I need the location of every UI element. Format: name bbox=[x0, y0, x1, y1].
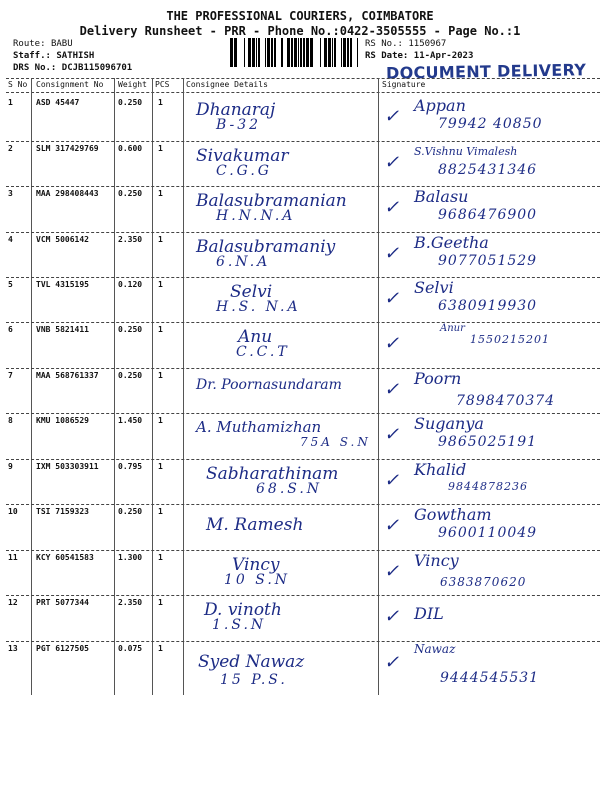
barcode-bar bbox=[298, 38, 299, 67]
barcode-bar bbox=[294, 38, 297, 67]
col-sno: S No bbox=[8, 80, 28, 89]
staff-line bbox=[13, 51, 94, 61]
row-consignment: VCM 5006142 bbox=[36, 235, 89, 244]
received-mark: ✓ bbox=[384, 152, 400, 173]
signature: Selvi bbox=[414, 278, 454, 297]
barcode-bar bbox=[265, 38, 266, 67]
row-consignment: MAA 568761337 bbox=[36, 371, 99, 380]
barcode-bar bbox=[341, 38, 342, 67]
row-consignment: KMU 1086529 bbox=[36, 416, 89, 425]
barcode bbox=[230, 38, 358, 67]
received-mark: ✓ bbox=[384, 561, 400, 582]
receiver-phone: 9865025191 bbox=[438, 434, 538, 450]
table-row bbox=[0, 187, 600, 233]
row-pcs: 1 bbox=[158, 507, 163, 516]
row-sno: 9 bbox=[8, 462, 13, 471]
row-sno: 4 bbox=[8, 235, 13, 244]
consignee-name: Balasubramanian bbox=[196, 191, 347, 211]
row-sno: 2 bbox=[8, 144, 13, 153]
barcode-bar bbox=[347, 38, 349, 67]
received-mark: ✓ bbox=[384, 243, 400, 264]
receiver-phone: 9686476900 bbox=[438, 207, 538, 223]
row-pcs: 1 bbox=[158, 598, 163, 607]
table-row bbox=[0, 596, 600, 642]
row-weight: 0.795 bbox=[118, 462, 143, 471]
rs-date-value: 11-Apr-2023 bbox=[413, 51, 474, 61]
barcode-bar bbox=[230, 38, 233, 67]
drs-line bbox=[13, 63, 132, 73]
barcode-bar bbox=[343, 38, 346, 67]
table-row bbox=[0, 505, 600, 551]
row-pcs: 1 bbox=[158, 189, 163, 198]
signature: Gowtham bbox=[414, 505, 492, 524]
consignee-name: Dr. Poornasundaram bbox=[196, 377, 342, 393]
consignee-name: M. Ramesh bbox=[206, 515, 304, 535]
received-mark: ✓ bbox=[384, 333, 400, 354]
signature: Suganya bbox=[414, 414, 484, 433]
barcode-bar bbox=[300, 38, 302, 67]
receiver-phone: 9600110049 bbox=[438, 525, 538, 541]
consignee-name: Selvi bbox=[230, 282, 273, 302]
signature: Khalid bbox=[414, 460, 467, 479]
route-label: Route: bbox=[13, 39, 46, 49]
row-weight: 2.350 bbox=[118, 235, 143, 244]
row-sno: 8 bbox=[8, 416, 13, 425]
row-sno: 12 bbox=[8, 598, 18, 607]
consignee-address: B-32 bbox=[216, 117, 262, 133]
barcode-bar bbox=[248, 38, 251, 67]
row-consignment: PRT 5077344 bbox=[36, 598, 89, 607]
barcode-bar bbox=[334, 38, 336, 67]
row-sno: 5 bbox=[8, 280, 13, 289]
receiver-phone: 1550215201 bbox=[470, 333, 550, 346]
table-row bbox=[0, 551, 600, 596]
table-row bbox=[0, 460, 600, 505]
row-consignment: SLM 317429769 bbox=[36, 144, 99, 153]
consignee-address: 68.S.N bbox=[256, 481, 323, 497]
table-row bbox=[0, 642, 600, 694]
row-sno: 11 bbox=[8, 553, 18, 562]
row-pcs: 1 bbox=[158, 235, 163, 244]
row-consignment: ASD 45447 bbox=[36, 98, 80, 107]
row-pcs: 1 bbox=[158, 553, 163, 562]
row-consignment: KCY 60541583 bbox=[36, 553, 94, 562]
drs-label: DRS No.: bbox=[13, 63, 57, 73]
barcode-bar bbox=[324, 38, 327, 67]
row-weight: 1.300 bbox=[118, 553, 143, 562]
signature: Poorn bbox=[414, 369, 462, 388]
row-sno: 6 bbox=[8, 325, 13, 334]
row-pcs: 1 bbox=[158, 280, 163, 289]
staff-label: Staff.: bbox=[13, 51, 51, 61]
receiver-phone: 9077051529 bbox=[438, 253, 538, 269]
row-pcs: 1 bbox=[158, 325, 163, 334]
company-title: THE PROFESSIONAL COURIERS, COIMBATORE bbox=[166, 9, 434, 23]
drs-value: DCJB115096701 bbox=[61, 63, 133, 73]
row-pcs: 1 bbox=[158, 644, 163, 653]
col-pcs: PCS bbox=[155, 80, 170, 89]
col-consignment: Consignment No bbox=[36, 80, 104, 89]
document-delivery-stamp: DOCUMENT DELIVERY bbox=[385, 60, 587, 83]
row-weight: 0.250 bbox=[118, 507, 143, 516]
barcode-bar bbox=[350, 38, 352, 67]
rs-date-line bbox=[365, 51, 473, 61]
barcode-bar bbox=[244, 38, 245, 67]
barcode-bar bbox=[267, 38, 270, 67]
row-sno: 3 bbox=[8, 189, 13, 198]
barcode-bar bbox=[234, 38, 237, 67]
row-pcs: 1 bbox=[158, 144, 163, 153]
received-mark: ✓ bbox=[384, 606, 400, 627]
consignee-name: Sabharathinam bbox=[206, 464, 339, 484]
row-sno: 13 bbox=[8, 644, 18, 653]
row-consignment: MAA 298408443 bbox=[36, 189, 99, 198]
consignee-name: Dhanaraj bbox=[196, 100, 276, 120]
consignee-address: H.N.N.A bbox=[216, 208, 296, 224]
barcode-bar bbox=[291, 38, 293, 67]
barcode-bar bbox=[271, 38, 273, 67]
consignee-name: D. vinoth bbox=[204, 600, 282, 620]
row-weight: 0.120 bbox=[118, 280, 143, 289]
row-weight: 1.450 bbox=[118, 416, 143, 425]
row-weight: 0.600 bbox=[118, 144, 143, 153]
signature: Balasu bbox=[414, 187, 469, 206]
rs-no-value: 1150967 bbox=[408, 39, 447, 49]
table-row bbox=[0, 96, 600, 142]
received-mark: ✓ bbox=[384, 652, 400, 673]
row-pcs: 1 bbox=[158, 416, 163, 425]
receiver-phone: 6383870620 bbox=[440, 575, 527, 589]
row-consignment: VNB 5821411 bbox=[36, 325, 89, 334]
consignee-address: 1.S.N bbox=[212, 617, 267, 633]
barcode-bar bbox=[281, 38, 283, 67]
receiver-phone: 6380919930 bbox=[438, 298, 538, 314]
barcode-bar bbox=[357, 38, 358, 67]
barcode-bar bbox=[252, 38, 255, 67]
consignee-address: C.C.T bbox=[236, 344, 290, 360]
runsheet-subtitle: Delivery Runsheet - PRR - Phone No.:0422-3505555 - Page No.:1 bbox=[79, 24, 521, 38]
staff-value: SATHISH bbox=[56, 51, 95, 61]
received-mark: ✓ bbox=[384, 424, 400, 445]
route-value: BABU bbox=[50, 39, 73, 49]
row-pcs: 1 bbox=[158, 371, 163, 380]
route-line bbox=[13, 39, 73, 49]
barcode-bar bbox=[320, 38, 321, 67]
receiver-phone: 9844878236 bbox=[448, 480, 528, 493]
row-pcs: 1 bbox=[158, 98, 163, 107]
consignee-name: Anu bbox=[238, 327, 273, 347]
consignee-address: 15 P.S. bbox=[220, 672, 288, 688]
receiver-phone: 79942 40850 bbox=[438, 116, 543, 132]
row-consignment: PGT 6127505 bbox=[36, 644, 89, 653]
row-weight: 0.250 bbox=[118, 189, 143, 198]
table-row bbox=[0, 278, 600, 323]
row-sno: 10 bbox=[8, 507, 18, 516]
row-consignment: TSI 7159323 bbox=[36, 507, 89, 516]
row-weight: 2.350 bbox=[118, 598, 143, 607]
row-weight: 0.250 bbox=[118, 371, 143, 380]
rs-date-label: RS Date: bbox=[365, 51, 409, 61]
consignee-address: 10 S.N bbox=[224, 572, 291, 588]
row-weight: 0.250 bbox=[118, 98, 143, 107]
table-row bbox=[0, 414, 600, 460]
table-row bbox=[0, 233, 600, 278]
received-mark: ✓ bbox=[384, 379, 400, 400]
barcode-bar bbox=[303, 38, 305, 67]
received-mark: ✓ bbox=[384, 515, 400, 536]
row-sno: 1 bbox=[8, 98, 13, 107]
rs-no-label: RS No.: bbox=[365, 39, 403, 49]
consignee-name: A. Muthamizhan bbox=[196, 418, 322, 436]
table-row bbox=[0, 142, 600, 187]
barcode-bar bbox=[258, 38, 260, 67]
received-mark: ✓ bbox=[384, 470, 400, 491]
barcode-bar bbox=[306, 38, 309, 67]
received-mark: ✓ bbox=[384, 106, 400, 127]
consignee-address: 6.N.A bbox=[216, 254, 271, 270]
signature: DIL bbox=[414, 604, 444, 623]
row-consignment: IXM 503303911 bbox=[36, 462, 99, 471]
consignee-name: Syed Nawaz bbox=[198, 652, 305, 672]
header-top-rule bbox=[6, 78, 600, 79]
signature: B.Geetha bbox=[414, 233, 489, 252]
receiver-phone: 8825431346 bbox=[438, 162, 538, 178]
table-row bbox=[0, 323, 600, 369]
col-consignee: Consignee Details bbox=[186, 80, 268, 89]
consignee-name: Sivakumar bbox=[196, 146, 289, 166]
barcode-bar bbox=[332, 38, 333, 67]
consignee-name: Vincy bbox=[232, 555, 280, 575]
row-weight: 0.250 bbox=[118, 325, 143, 334]
signature: Vincy bbox=[414, 551, 459, 570]
barcode-bar bbox=[256, 38, 257, 67]
receiver-phone: 7898470374 bbox=[456, 393, 556, 409]
signature: Anur bbox=[440, 323, 465, 334]
signature: Nawaz bbox=[414, 642, 456, 656]
signature: S.Vishnu Vimalesh bbox=[414, 145, 518, 158]
barcode-bar bbox=[274, 38, 276, 67]
barcode-bar bbox=[328, 38, 331, 67]
signature: Appan bbox=[414, 96, 466, 115]
rs-no-line bbox=[365, 39, 446, 49]
col-signature: Signature bbox=[382, 80, 426, 89]
consignee-name: Balasubramaniy bbox=[196, 237, 336, 257]
header-bottom-rule bbox=[6, 92, 600, 93]
barcode-bar bbox=[287, 38, 290, 67]
received-mark: ✓ bbox=[384, 197, 400, 218]
consignee-address: C.G.G bbox=[216, 163, 272, 179]
row-weight: 0.075 bbox=[118, 644, 143, 653]
consignee-address: 75A S.N bbox=[300, 435, 371, 449]
table-row bbox=[0, 369, 600, 414]
col-weight: Weight bbox=[118, 80, 147, 89]
receiver-phone: 9444545531 bbox=[440, 670, 540, 686]
received-mark: ✓ bbox=[384, 288, 400, 309]
row-sno: 7 bbox=[8, 371, 13, 380]
row-consignment: TVL 4315195 bbox=[36, 280, 89, 289]
barcode-bar bbox=[310, 38, 313, 67]
row-pcs: 1 bbox=[158, 462, 163, 471]
consignee-address: H.S. N.A bbox=[216, 299, 301, 315]
